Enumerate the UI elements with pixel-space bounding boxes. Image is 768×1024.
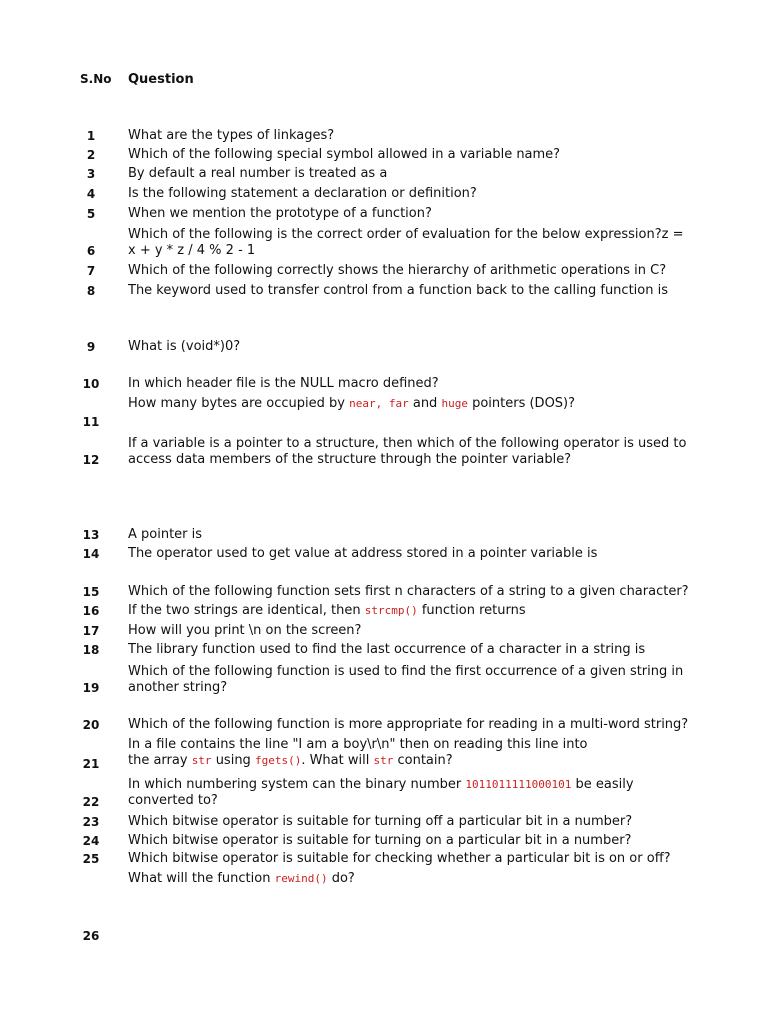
row-number: 18 [82, 643, 100, 657]
code-term: str [373, 754, 394, 767]
question-text [128, 871, 688, 887]
question-text [128, 396, 688, 412]
row-number: 7 [86, 264, 96, 278]
row-number: 10 [82, 377, 100, 391]
row-number: 25 [82, 852, 100, 866]
text-run: What will the function [128, 871, 275, 886]
code-term: 1011011111000101 [465, 778, 572, 791]
row-number: 17 [82, 624, 100, 638]
row-number: 13 [82, 528, 100, 542]
question-text: Which bitwise operator is suitable for checking whether a particular bit is on or off? [128, 851, 671, 866]
text-run: and [408, 396, 442, 411]
code-term: fgets() [254, 754, 302, 767]
row-number: 12 [82, 453, 100, 467]
question-text: If a variable is a pointer to a structure, then which of the following operator is used to access data members of the structure through the pointer variable? [128, 436, 687, 467]
question-text: What are the types of linkages? [128, 128, 335, 143]
question-text: What is (void*)0? [128, 339, 241, 354]
question-text [128, 737, 588, 769]
question-text: The library function used to find the last occurrence of a character in a string is [128, 642, 646, 657]
question-text: By default a real number is treated as a [128, 166, 388, 181]
code-term: rewind() [274, 872, 328, 885]
text-run: If the two strings are identical, then [128, 603, 365, 618]
row-number: 8 [86, 284, 96, 298]
text-run: . What will [301, 753, 374, 768]
question-text: Which of the following function is more appropriate for reading in a multi-word string? [128, 717, 689, 732]
row-number: 11 [82, 415, 100, 429]
text-run: contain? [393, 753, 453, 768]
text-run: be easily converted to? [128, 777, 634, 808]
row-number: 21 [82, 757, 100, 771]
text-run: In a file contains the line "I am a boy\r\n" then on reading this line into the array [128, 737, 588, 768]
row-number: 14 [82, 547, 100, 561]
question-text: Which of the following is the correct order of evaluation for the below expression?z = x + y * z / 4 % 2 - 1 [128, 227, 684, 258]
code-term: str [191, 754, 212, 767]
question-text: Is the following statement a declaration or definition? [128, 186, 477, 201]
row-number: 4 [86, 187, 96, 201]
row-number: 24 [82, 834, 100, 848]
text-run: using [211, 753, 255, 768]
row-number: 16 [82, 604, 100, 618]
row-number: 5 [86, 207, 96, 221]
text-run: How many bytes are occupied by [128, 396, 350, 411]
text-run: pointers (DOS)? [467, 396, 576, 411]
header-sno: S.No [80, 72, 112, 86]
text-run: do? [327, 871, 355, 886]
header-question: Question [128, 72, 194, 87]
question-text: The keyword used to transfer control from a function back to the calling function is [128, 283, 668, 298]
row-number: 1 [86, 129, 96, 143]
row-number: 6 [86, 244, 96, 258]
text-run: function returns [417, 603, 526, 618]
question-text: Which of the following special symbol allowed in a variable name? [128, 147, 561, 162]
row-number: 19 [82, 681, 100, 695]
row-number: 22 [82, 795, 100, 809]
row-number: 2 [86, 148, 96, 162]
question-text: In which header file is the NULL macro defined? [128, 376, 439, 391]
code-term: near, far [349, 397, 409, 410]
row-number: 20 [82, 718, 100, 732]
question-text: Which of the following function is used to find the first occurrence of a given string in another string? [128, 664, 684, 695]
question-text [128, 603, 688, 619]
text-run: In which numbering system can the binary number [128, 777, 466, 792]
row-number: 23 [82, 815, 100, 829]
code-term: huge [441, 397, 468, 410]
question-text: The operator used to get value at address stored in a pointer variable is [128, 546, 598, 561]
question-text: Which bitwise operator is suitable for turning on a particular bit in a number? [128, 833, 632, 848]
row-number: 26 [82, 929, 100, 943]
row-number: 9 [86, 340, 96, 354]
row-number: 3 [86, 167, 96, 181]
code-term: strcmp() [364, 604, 418, 617]
question-text: When we mention the prototype of a function? [128, 206, 432, 221]
row-number: 15 [82, 585, 100, 599]
question-text: Which of the following correctly shows the hierarchy of arithmetic operations in C? [128, 263, 667, 278]
question-text: A pointer is [128, 527, 203, 542]
question-text [128, 777, 688, 809]
question-text: How will you print \n on the screen? [128, 623, 362, 638]
question-text: Which of the following function sets first n characters of a string to a given character? [128, 584, 689, 599]
question-text: Which bitwise operator is suitable for turning off a particular bit in a number? [128, 814, 633, 829]
